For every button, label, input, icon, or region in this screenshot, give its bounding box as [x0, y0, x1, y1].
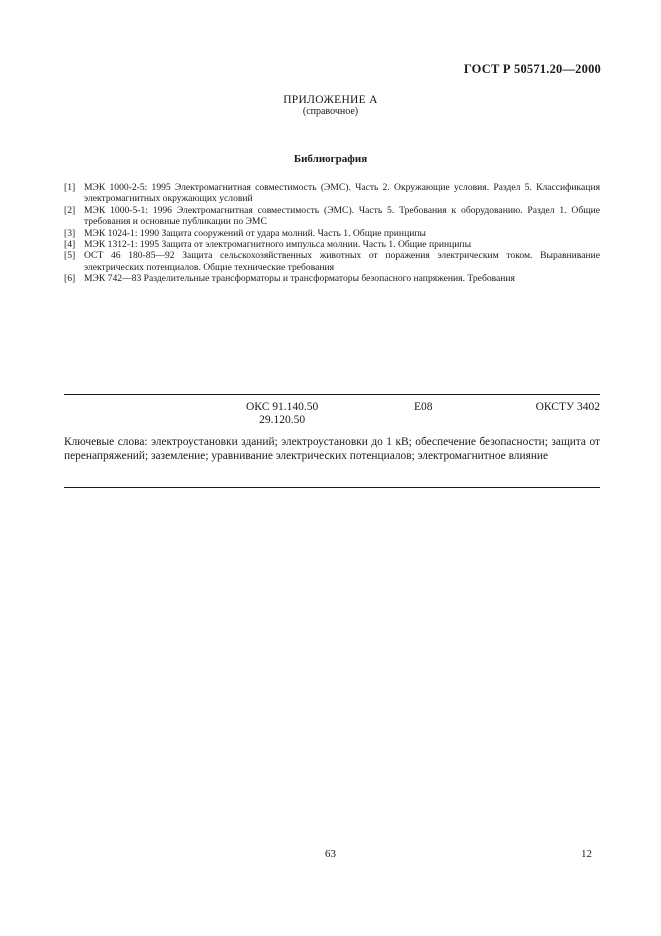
appendix-title: ПРИЛОЖЕНИЕ А: [283, 94, 378, 106]
bibliography-list: [64, 182, 600, 285]
bibliography-item-text: МЭК 1312-1: 1995 Защита от электромагнитного импульса молнии. Часть 1. Общие принципы: [84, 239, 472, 251]
bibliography-item-number: [3]: [64, 227, 76, 239]
bottom-divider: [64, 487, 600, 488]
bibliography-item-number: [2]: [64, 204, 76, 216]
okstu-code: ОКСТУ 3402: [535, 401, 600, 413]
oks-classification: [246, 401, 318, 427]
bibliography-item-number: [5]: [64, 250, 76, 262]
bibliography-item: [64, 273, 600, 284]
bibliography-item: [64, 205, 600, 228]
bibliography-item: [64, 250, 600, 273]
bibliography-item: [64, 239, 600, 250]
bibliography-item-number: [6]: [64, 273, 76, 285]
bibliography-item: [64, 182, 600, 205]
keywords-paragraph: Ключевые слова: электроустановки зданий; электроустановки до 1 кВ; обеспечение безопасности; защита от перенапряжений; заземление; уравнивание электрических потенциалов; электромагнитное влияние: [64, 436, 600, 462]
bibliography-item-text: ОСТ 46 180-85—92 Защита сельскохозяйственных животных от поражения электрическим током. Выравнивание электрических потенциалов. Общие технические требования: [84, 250, 600, 273]
bibliography-item-text: МЭК 1000-5-1: 1996 Электромагнитная совместимость (ЭМС). Часть 5. Требования к оборудованию. Раздел 1. Общие требования и основные публикации по ЭМС: [84, 204, 600, 228]
bibliography-item-number: [1]: [64, 182, 76, 193]
standard-code: ГОСТ Р 50571.20—2000: [463, 62, 601, 76]
sheet-number: 12: [581, 848, 592, 860]
appendix-subtitle: (справочное): [302, 106, 359, 117]
bibliography-title: Библиография: [293, 153, 368, 165]
oks-code-primary: ОКС 91.140.50: [246, 401, 319, 413]
group-code: Е08: [414, 401, 433, 413]
bibliography-item-text: МЭК 1000-2-5: 1995 Электромагнитная совместимость (ЭМС). Часть 2. Окружающие условия. Раздел 5. Классификация электромагнитных окружающих условий: [84, 182, 600, 205]
oks-code-secondary: 29.120.50: [259, 414, 306, 426]
bibliography-item-number: [4]: [64, 239, 76, 251]
bibliography-item-text: МЭК 1024-1: 1990 Защита сооружений от удара молний. Часть 1. Общие принципы: [84, 227, 426, 239]
top-divider: [64, 394, 600, 395]
bibliography-item-text: МЭК 742—83 Разделительные трансформаторы и трансформаторы безопасного напряжения. Требования: [84, 273, 515, 285]
bibliography-item: [64, 228, 600, 239]
page-number: 63: [325, 848, 336, 860]
